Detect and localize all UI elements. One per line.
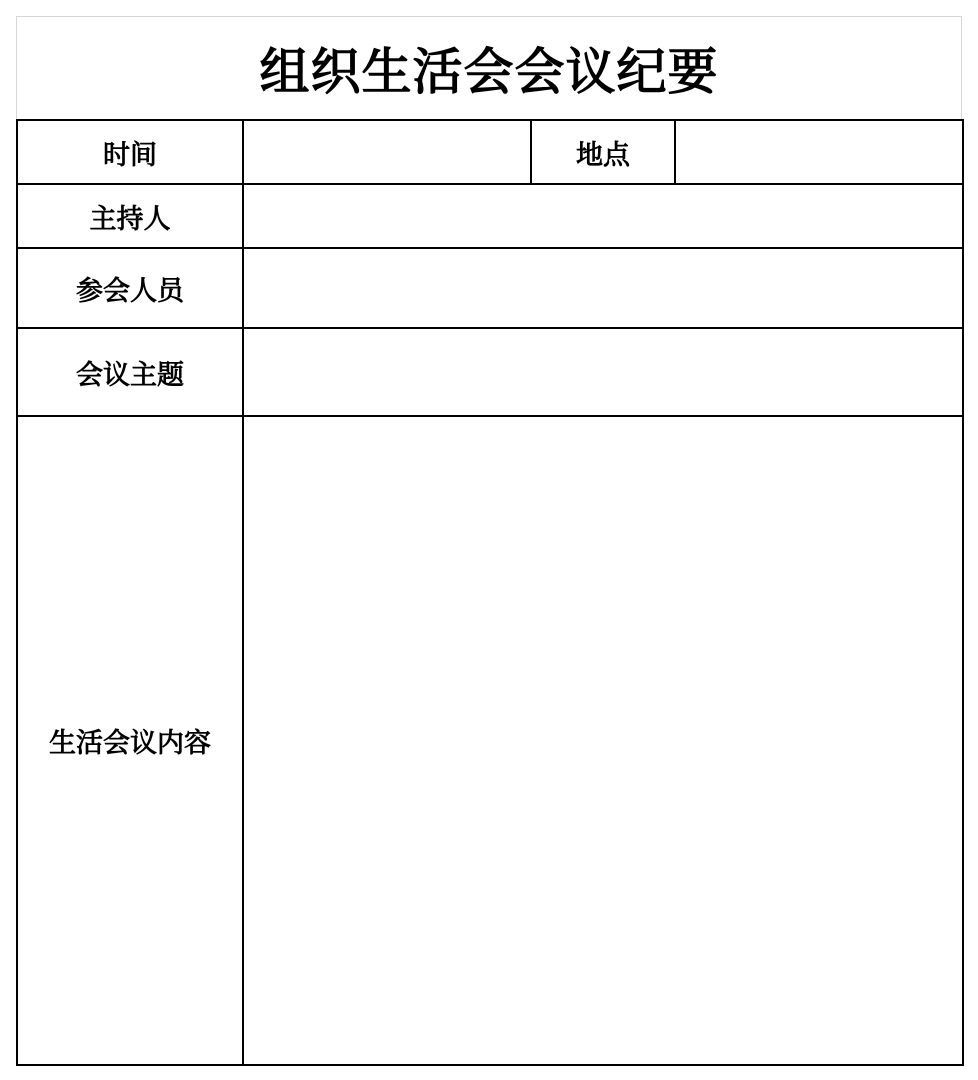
time-value-cell[interactable] [243, 120, 531, 184]
title-row [16, 16, 962, 119]
minutes-table [16, 119, 964, 1066]
location-value-cell[interactable] [675, 120, 963, 184]
row-content [17, 416, 963, 1065]
host-value-cell[interactable] [243, 184, 963, 248]
topic-label: 会议主题 [17, 328, 243, 416]
attendees-value-cell[interactable] [243, 248, 963, 328]
document-title: 组织生活会会议纪要 [259, 43, 719, 101]
content-value-cell[interactable] [243, 416, 963, 1065]
time-label: 时间 [17, 120, 243, 184]
location-label: 地点 [531, 120, 675, 184]
host-label: 主持人 [17, 184, 243, 248]
row-host [17, 184, 963, 248]
meeting-minutes-form [16, 16, 962, 1064]
row-attendees [17, 248, 963, 328]
row-topic [17, 328, 963, 416]
attendees-label: 参会人员 [17, 248, 243, 328]
row-time-location [17, 120, 963, 184]
content-label: 生活会议内容 [17, 416, 243, 1065]
topic-value-cell[interactable] [243, 328, 963, 416]
